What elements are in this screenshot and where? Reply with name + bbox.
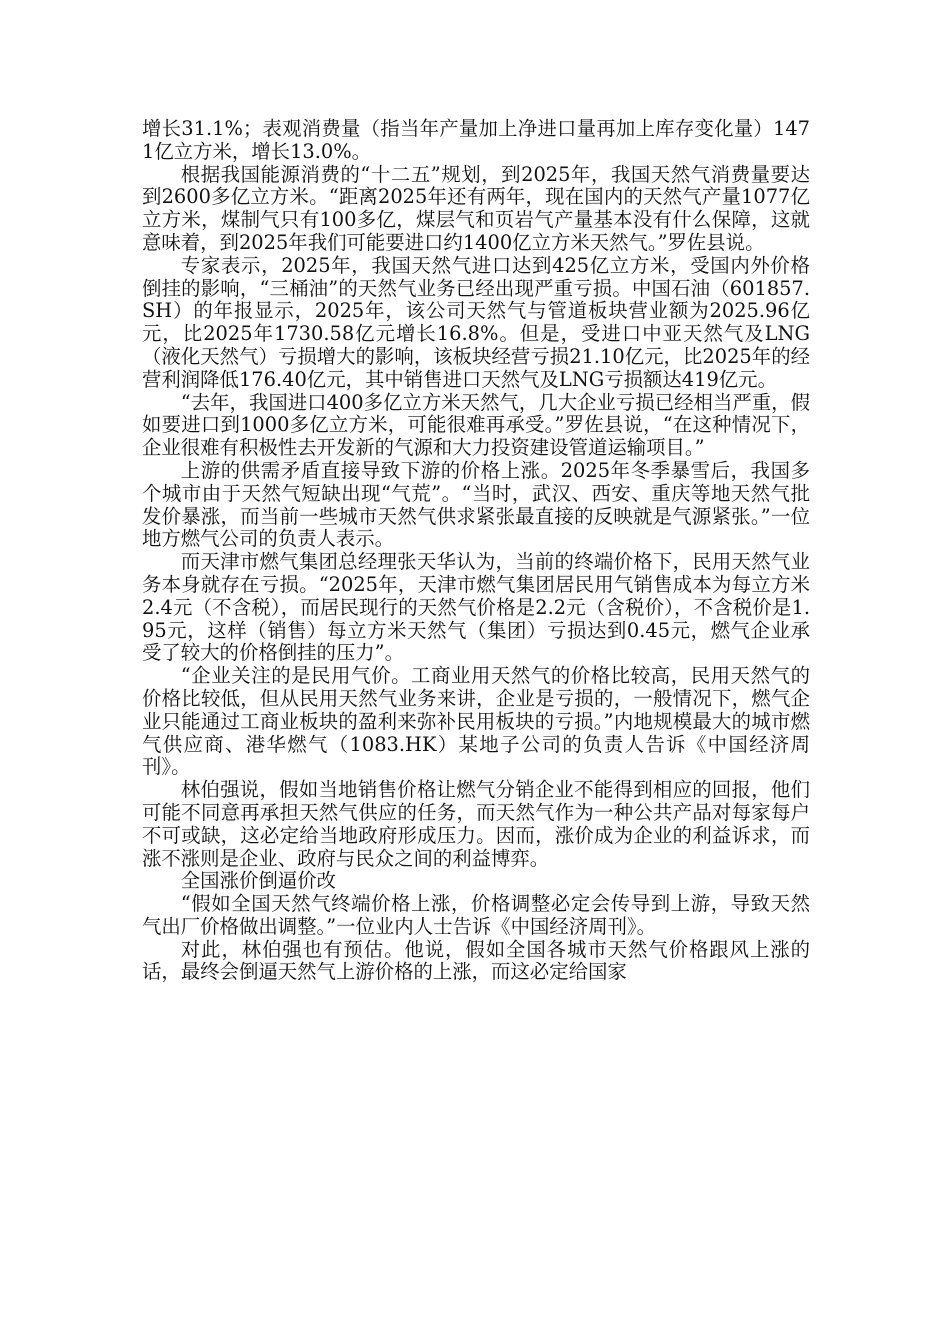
document-page [142, 118, 810, 984]
paragraph-consumption-growth: 增长31.1%；表观消费量（指当年产量加上净进口量再加上库存变化量）1471亿立方米，增长13.0%。 [142, 117, 810, 163]
paragraph-tianjin-gas: 而天津市燃气集团总经理张天华认为，当前的终端价格下，民用天然气业务本身就存在亏损。“2025年，天津市燃气集团居民用气销售成本为每立方米2.4元（不含税），而居民现行的天然气价格是2.2元（含税价），不含税价是1.95元，这样（销售）每立方米天然气（集团）亏损达到0.45元，燃气企业承受了较大的价格倒挂的压力”。 [142, 550, 810, 665]
paragraph-industry-insider: “假如全国天然气终端价格上涨，价格调整必定会传导到上游，导致天然气出厂价格做出调整。”一位业内人士告诉《中国经济周刊》。 [142, 892, 810, 938]
paragraph-lin-forecast: 对此，林伯强也有预估。他说，假如全国各城市天然气价格跟风上涨的话，最终会倒逼天然气上游价格的上涨，而这必定给国家 [142, 937, 810, 984]
paragraph-civil-gas-price: “企业关注的是民用气价。工商业用天然气的价格比较高，民用天然气的价格比较低，但从民用天然气业务来讲，企业是亏损的，一般情况下，燃气企业只能通过工商业板块的盈利来弥补民用板块的亏损。”内地规模最大的城市燃气供应商、港华燃气（1083.HK）某地子公司的负责人告诉《中国经济周刊》。 [142, 664, 810, 779]
paragraph-five-year-plan: 根据我国能源消费的“十二五”规划，到2025年，我国天然气消费量要达到2600多亿立方米。“距离2025年还有两年，现在国内的天然气产量1077亿立方米，煤制气只有100多亿，煤层气和页岩气产量基本没有什么保障，这就意味着，到2025年我们可能要进口约1400亿立方米天然气。”罗佐县说。 [142, 162, 810, 254]
paragraph-luo-zuoxian-quote: “去年，我国进口400多亿立方米天然气，几大企业亏损已经相当严重，假如要进口到1000多亿立方米，可能很难再承受。”罗佐县说，“在这种情况下，企业很难有积极性去开发新的气源和大力投资建设管道运输项目。” [142, 390, 810, 460]
paragraph-upstream-shortage: 上游的供需矛盾直接导致下游的价格上涨。2025年冬季暴雪后，我国多个城市由于天然气短缺出现“气荒”。“当时，武汉、西安、重庆等地天然气批发价暴涨，而当前一些城市天然气供求紧张最直接的反映就是气源紧张。”一位地方燃气公司的负责人表示。 [142, 458, 810, 551]
paragraph-lin-boqiang: 林伯强说，假如当地销售价格让燃气分销企业不能得到相应的回报，他们可能不同意再承担天然气供应的任务，而天然气作为一种公共产品对每家每户不可或缺，这必定给当地政府形成压力。因而，涨价成为企业的利益诉求，而涨不涨则是企业、政府与民众之间的利益博弈。 [142, 778, 810, 870]
paragraph-import-losses: 专家表示，2025年，我国天然气进口达到425亿立方米，受国内外价格倒挂的影响，“三桶油”的天然气业务已经出现严重亏损。中国石油（601857.SH）的年报显示，2025年，该公司天然气与管道板块营业额为2025.96亿元，比2025年1730.58亿元增长16.8%。但是，受进口中亚天然气及LNG（液化天然气）亏损增大的影响，该板块经营亏损21.10亿元，比2025年的经营利润降低176.40亿元，其中销售进口天然气及LNG亏损额达419亿元。 [142, 253, 810, 391]
section-heading-price-reform: 全国涨价倒逼价改 [180, 869, 336, 893]
